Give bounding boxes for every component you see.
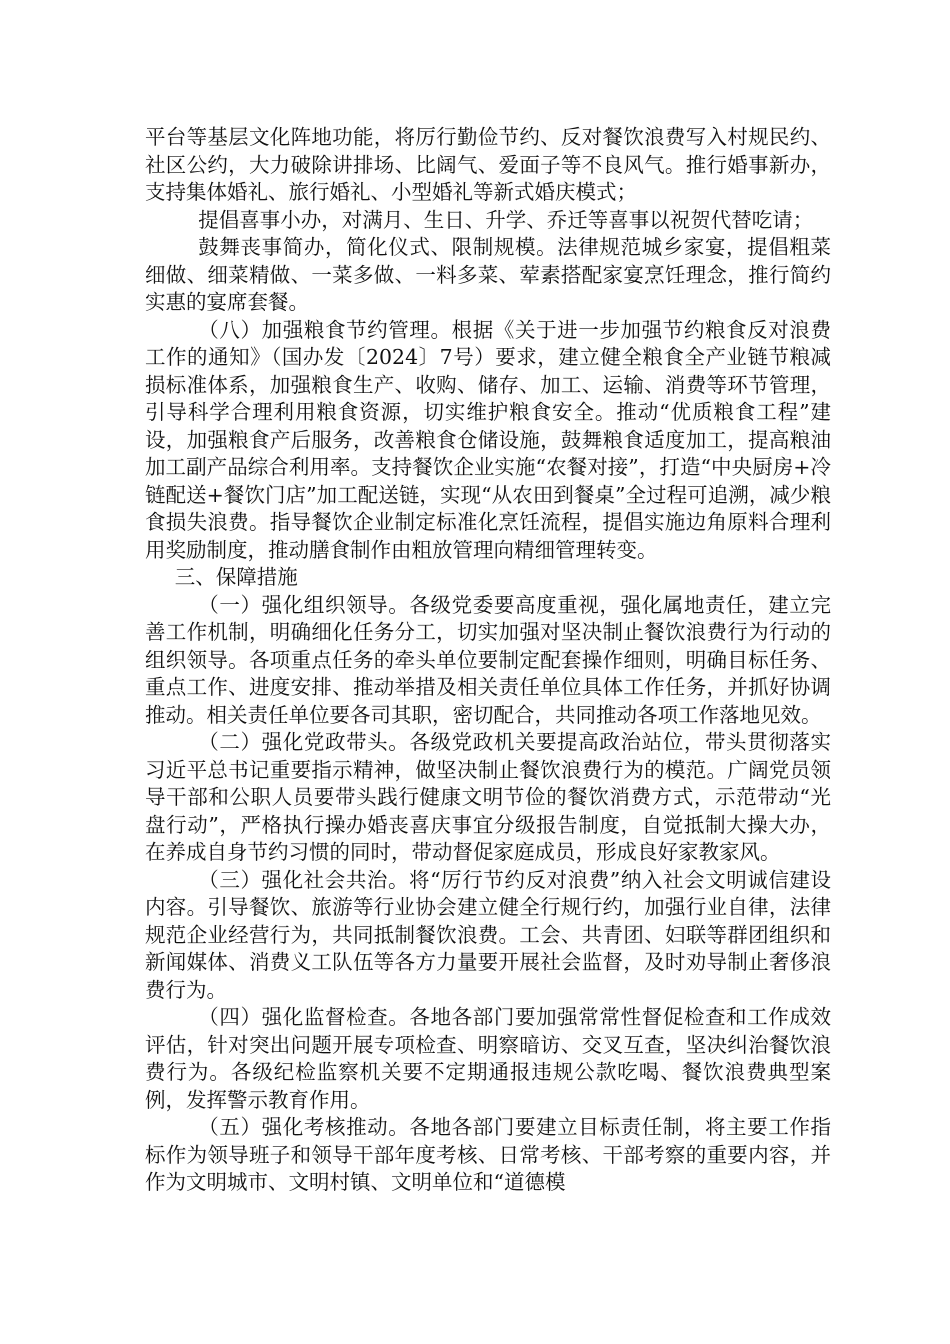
section-heading-safeguards: 三、保障措施 xyxy=(174,565,298,589)
paragraph-celebrations: 提倡喜事小办，对满月、生日、升学、乔迁等喜事以祝贺代替吃请； xyxy=(198,207,814,232)
paragraph-grain-saving: （八）加强粮食节约管理。根据《关于进一步加强节约粮食反对浪费工作的通知》（国办发〔2024〕7号）要求，建立健全粮食全产业链节粮减损标准体系，加强粮食生产、收购、储存、加工、运输、消费等环节管理，引导科学合理利用粮食资源，切实维护粮食安全。推动“优质粮食工程”建设，加强粮食产后服务，改善粮食仓储设施，鼓舞粮食适度加工，提高粮油加工副产品综合利用率。支持餐饮企业实施“农餐对接”，打造“中央厨房+冷链配送+餐饮门店”加工配送链，实现“从农田到餐桌”全过程可追溯，减少粮食损失浪费。指导餐饮企业制定标准化烹饪流程，提倡实施边角原料合理利用奖励制度，推动膳食制作由粗放管理向精细管理转变。 xyxy=(145,317,831,562)
paragraph-social-governance: （三）强化社会共治。将“厉行节约反对浪费”纳入社会文明诚信建设内容。引导餐饮、旅游等行业协会建立健全行规行约，加强行业自律，法律规范企业经营行为，共同抵制餐饮浪费。工会、共青团、妇联等群团组织和新闻媒体、消费义工队伍等各方力量要开展社会监督，及时劝导制止奢侈浪费行为。 xyxy=(145,867,831,1002)
paragraph-party-lead: （二）强化党政带头。各级党政机关要提高政治站位，带头贯彻落实习近平总书记重要指示精神，做坚决制止餐饮浪费行为的模范。广阔党员领导干部和公职人员要带头践行健康文明节俭的餐饮消费方式，示范带动“光盘行动”，严格执行操办婚丧喜庆事宜分级报告制度，自觉抵制大操大办，在养成自身节约习惯的同时，带动督促家庭成员，形成良好家教家风。 xyxy=(145,730,831,864)
paragraph-village-rules: 平台等基层文化阵地功能，将厉行勤俭节约、反对餐饮浪费写入村规民约、社区公约，大力破除讲排场、比阔气、爱面子等不良风气。推行婚事新办，支持集体婚礼、旅行婚礼、小型婚礼等新式婚庆模式； xyxy=(145,125,831,204)
document-page xyxy=(145,124,831,1197)
paragraph-funerals: 鼓舞丧事简办，简化仪式、限制规模。法律规范城乡家宴，提倡粗菜细做、细菜精做、一菜多做、一料多菜、荤素搭配家宴烹饪理念，推行简约实惠的宴席套餐。 xyxy=(145,235,831,314)
paragraph-organization: （一）强化组织领导。各级党委要高度重视，强化属地责任，建立完善工作机制，明确细化任务分工，切实加强对坚决制止餐饮浪费行为行动的组织领导。各项重点任务的牵头单位要制定配套操作细则，明确目标任务、重点工作、进度安排、推动举措及相关责任单位具体工作任务，并抓好协调推动。相关责任单位要各司其职，密切配合，共同推动各项工作落地见效。 xyxy=(145,592,831,727)
paragraph-supervision: （四）强化监督检查。各地各部门要加强常常性督促检查和工作成效评估，针对突出问题开展专项检查、明察暗访、交叉互查，坚决纠治餐饮浪费行为。各级纪检监察机关要不定期通报违规公款吃喝、餐饮浪费典型案例，发挥警示教育作用。 xyxy=(145,1005,831,1112)
paragraph-assessment: （五）强化考核推动。各地各部门要建立目标责任制，将主要工作指标作为领导班子和领导干部年度考核、日常考核、干部考察的重要内容，并作为文明城市、文明村镇、文明单位和“道德模 xyxy=(145,1115,831,1194)
